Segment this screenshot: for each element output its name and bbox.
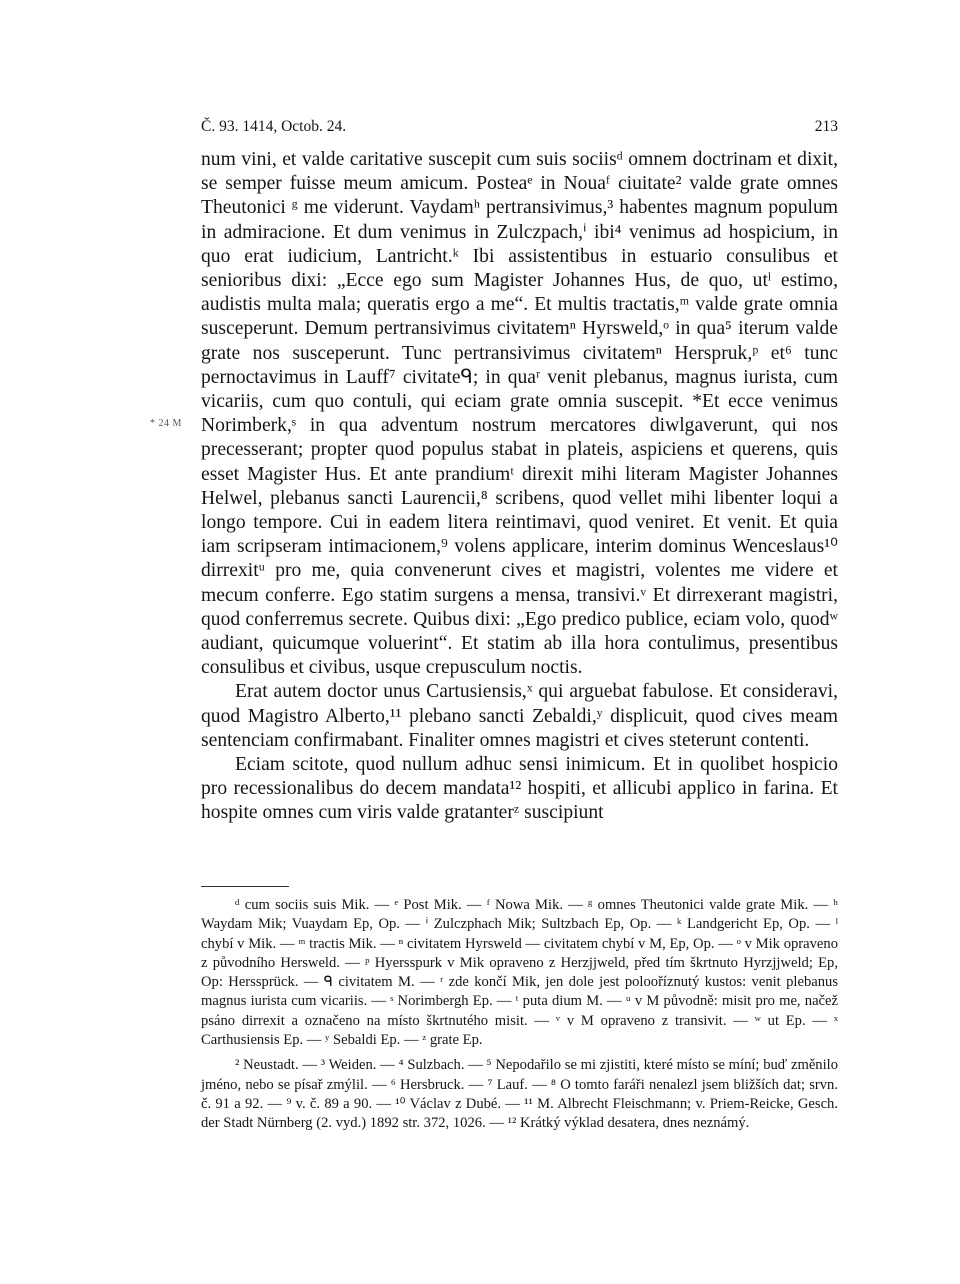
main-text <box>201 148 838 826</box>
paragraph: Erat autem doctor unus Cartusiensis,ˣ qui arguebat fabulose. Et consideravi, quod Magistro Alberto,¹¹ plebano sancti Zebaldi,ʸ displicuit, quod cives meam sentenciam confirmabant. Finaliter omnes magistri et cives steterunt contenti. <box>201 681 838 751</box>
footnotes <box>201 896 838 1134</box>
paragraph: Eciam scitote, quod nullum adhuc sensi inimicum. Et in quolibet hospicio pro recessionalibus do decem mandata¹² hospiti, et allicubi applico in farina. Et hospite omnes cum viris valde gratanterᶻ suscipiunt <box>201 754 838 824</box>
explanatory-notes: ² Neustadt. — ³ Weiden. — ⁴ Sulzbach. — ⁵ Nepodařilo se mi zjistiti, které místo se míní; buď změnilo jméno, nebo se písař zmýlil. — ⁶ Hersbruck. — ⁷ Lauf. — ⁸ O tomto faráři nenalezl jsem bližších dat; srvn. č. 91 a 92. — ⁹ v. č. 89 a 90. — ¹⁰ Václav z Dubé. — ¹¹ M. Albrecht Fleischmann; v. Priem-Reicke, Gesch. der Stadt Nürnberg (2. vyd.) 1892 str. 372, 1026. — ¹² Krátký výklad desatera, dnes neznámý. <box>201 1057 838 1132</box>
page-number: 213 <box>814 118 838 135</box>
footnote-divider <box>201 886 289 887</box>
running-head <box>201 118 838 140</box>
critical-apparatus: ᵈ cum sociis suis Mik. — ᵉ Post Mik. — ᶠ Nowa Mik. — ᵍ omnes Theutonici valde grate Mik. — ʰ Waydam Mik; Vuaydam Ep, Op. — ⁱ Zulczphach Mik; Sultzbach Ep, Op. — ᵏ Landgericht Ep, Op. — ˡ chybí v Mik. — ᵐ tractis Mik. — ⁿ civitatem Hyrsweld — civitatem chybí v M, Ep, Op. — ᵒ v Mik opraveno z původního Hersweld. — ᵖ Hyersspurk v Mik opraveno z Herzjjweld, před tím škrtnuto Hyrzjjweld; Ep, Op: Herssprück. — ᑫ civitatem M. — ʳ zde končí Mik, jen dole jest polooříznutý kustos: venit plebanus magnus iurista cum vicariis. — ˢ Norimbergh Ep. — ᵗ puta dium M. — ᵘ v M původně: misit pro me, načež psáno dirrexit a označeno na místo škrtnutého misit. — ᵛ v M opraveno z transivit. — ʷ ut Ep. — ˣ Carthusiensis Ep. — ʸ Sebaldi Ep. — ᶻ grate Ep. <box>201 897 838 1049</box>
margin-note: * 24 M <box>150 418 182 429</box>
paragraph: num vini, et valde caritative suscepit cum suis sociisᵈ omnem doctrinam et dixit, se semper fuisse meum amicum. Posteaᵉ in Nouaᶠ ciuitate² valde grate omnes Theutonici ᵍ me viderunt. Vaydamʰ pertransivimus,³ habentes magnum populum in admiracione. Et dum venimus in Zulczpach,ⁱ ibi⁴ venimus ad hospicium, in quo erat iudicium, Lantricht.ᵏ Ibi assistentibus in estuario consulibus et senioribus dixi: „Ecce ego sum Magister Johannes Hus, de quo, utˡ estimo, audistis multa mala; queratis ergo a me“. Et multis tractatis,ᵐ valde grate omnia susceperunt. Demum pertransivimus civitatemⁿ Hyrsweld,ᵒ in qua⁵ iterum valde grate nos susceperunt. Tunc pertransivimus civitatemⁿ Herspruk,ᵖ et⁶ tunc pernoctavimus in Lauff⁷ civitateᑫ; in quaʳ venit plebanus, magnus iurista, cum vicariis, cum quo contuli, qui eciam grate omnia suscepit. *Et ecce venimus Norimberk,ˢ in qua adventum nostrum mercatores diwlgaverunt, qui nos precesserant; propter quod populus stabat in plateis, aspiciens et querens, quis esset Magister Hus. Et ante prandiumᵗ direxit mihi literam Magister Johannes Helwel, plebanus sancti Laurencii,⁸ scribens, quod vellet mihi libenter loqui a longo tempore. Cui in eadem litera reintimavi, quod veniret. Et venit. Et quia iam scripseram intimacionem,⁹ volens applicare, interim dominus Wenceslaus¹⁰ dirrexitᵘ pro me, quia convenerunt cives et magistri, volentes me videre et mecum conferre. Ego statim surgens a mensa, transivi.ᵛ Et dirrexerant magistri, quod conferremus secrete. Quibus dixi: „Ego predico publice, eciam volo, quodʷ audiant, quicumque voluerint“. Et statim ab illa hora contulimus, presentibus consulibus et civibus, usque crepusculum noctis. <box>201 149 838 679</box>
running-head-title: Č. 93. 1414, Octob. 24. <box>201 118 347 135</box>
